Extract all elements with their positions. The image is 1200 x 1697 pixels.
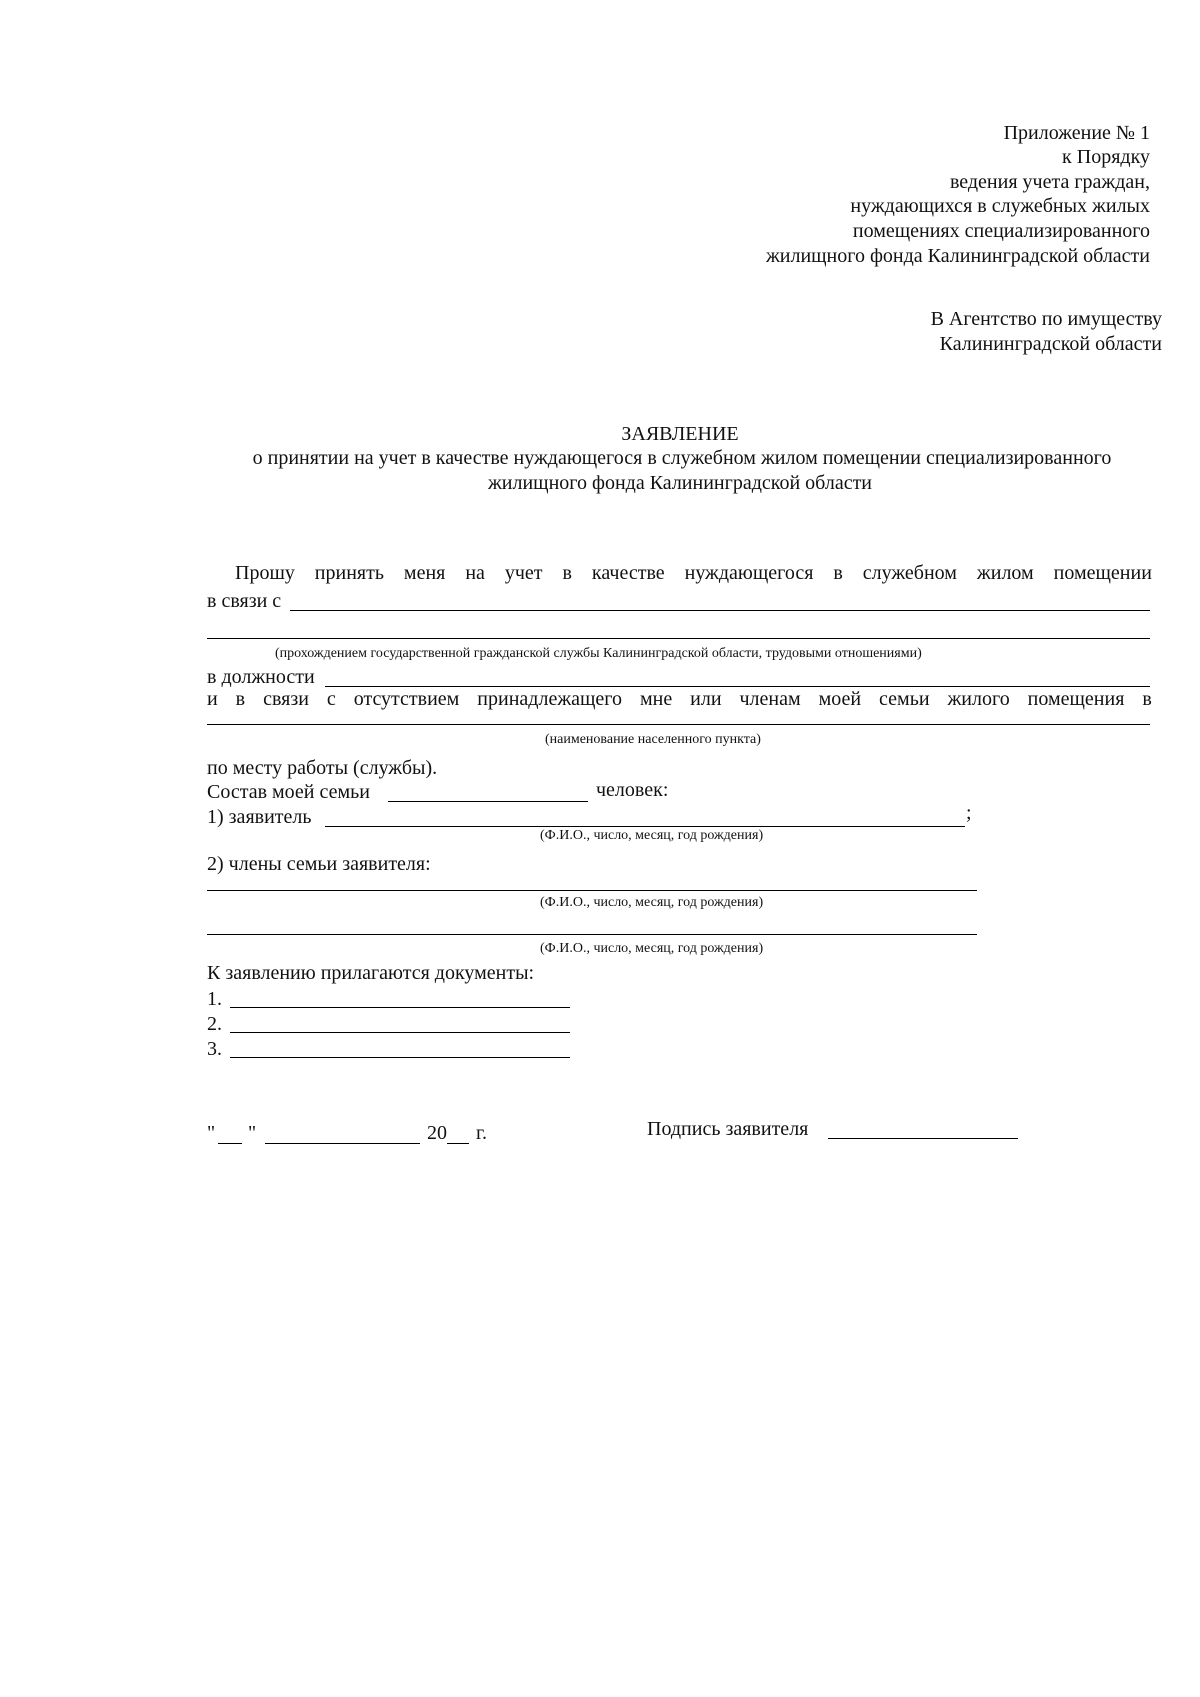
members-label: 2) члены семьи заявителя: — [207, 853, 431, 875]
locality-field-line[interactable] — [207, 724, 1150, 725]
date-year-field[interactable] — [447, 1143, 469, 1144]
reason-field-line-1[interactable] — [290, 610, 1150, 611]
family-count-field[interactable] — [388, 801, 588, 802]
appendix-line-3: ведения учета граждан, — [949, 171, 1150, 193]
appendix-line-5: помещениях специализированного — [852, 220, 1150, 242]
family-unit: человек: — [596, 779, 669, 801]
request-word: жилом — [976, 562, 1034, 584]
absence-word: жилого — [947, 688, 1010, 710]
document-field-3[interactable] — [230, 1057, 570, 1058]
document-field-1[interactable] — [230, 1007, 570, 1008]
request-word: качестве — [591, 562, 665, 584]
applicant-field-line[interactable] — [325, 826, 965, 827]
appendix-line-6: жилищного фонда Калининградской области — [765, 245, 1150, 267]
hint-fio-member-1: (Ф.И.О., число, месяц, год рождения) — [540, 895, 764, 910]
hint-service: (прохождением государственной гражданской службы Калининградской области, трудовыми отношениями) — [275, 646, 922, 661]
absence-word: и — [207, 688, 218, 710]
applicant-semicolon: ; — [966, 802, 972, 824]
request-word: помещении — [1053, 562, 1152, 584]
reason-field-line-2[interactable] — [207, 638, 1150, 639]
absence-word: в — [1142, 688, 1152, 710]
absence-word: семьи — [879, 688, 930, 710]
appendix-line-4: нуждающихся в служебных жилых — [850, 195, 1150, 217]
in-connection-label: в связи с — [207, 590, 282, 612]
date-day-field[interactable] — [218, 1143, 242, 1144]
absence-word: принадлежащего — [477, 688, 622, 710]
addressee-line-2: Калининградской области — [939, 333, 1162, 355]
hint-fio-applicant: (Ф.И.О., число, месяц, год рождения) — [540, 828, 764, 843]
hint-fio-member-2: (Ф.И.О., число, месяц, год рождения) — [540, 941, 764, 956]
date-year-prefix: 20 — [427, 1122, 447, 1144]
document-title: ЗАЯВЛЕНИЕ — [621, 423, 739, 445]
request-word: в — [562, 562, 572, 584]
request-line — [235, 562, 1152, 585]
request-word: учет — [504, 562, 543, 584]
absence-word: с — [326, 688, 336, 710]
signature-field[interactable] — [828, 1138, 1018, 1139]
position-label: в должности — [207, 666, 315, 688]
member-field-line-2[interactable] — [207, 934, 977, 935]
appendix-line-1: Приложение № 1 — [1003, 122, 1150, 144]
absence-word: связи — [263, 688, 309, 710]
family-label: Состав моей семьи — [207, 781, 370, 803]
date-quote-open: " — [207, 1122, 216, 1144]
applicant-label: 1) заявитель — [207, 806, 312, 828]
absence-word: или — [690, 688, 722, 710]
request-word: принять — [314, 562, 384, 584]
addressee-line-1: В Агентство по имуществу — [930, 308, 1162, 330]
date-month-field[interactable] — [265, 1143, 420, 1144]
date-quote-close: " — [248, 1122, 257, 1144]
request-word: служебном — [862, 562, 957, 584]
hint-locality: (наименование населенного пункта) — [545, 732, 761, 747]
document-number-2: 2. — [207, 1013, 222, 1035]
request-word: на — [465, 562, 485, 584]
document-subtitle-2: жилищного фонда Калининградской области — [487, 472, 873, 494]
workplace-text: по месту работы (службы). — [207, 757, 438, 779]
request-word: меня — [403, 562, 446, 584]
member-field-line-1[interactable] — [207, 890, 977, 891]
date-year-suffix: г. — [476, 1122, 487, 1144]
request-word: Прошу — [235, 562, 295, 584]
signature-label: Подпись заявителя — [647, 1118, 809, 1140]
absence-word: отсутствием — [353, 688, 460, 710]
document-field-2[interactable] — [230, 1032, 570, 1033]
document-number-1: 1. — [207, 988, 222, 1010]
position-field-line[interactable] — [325, 686, 1150, 687]
absence-word: помещения — [1027, 688, 1125, 710]
document-subtitle-1: о принятии на учет в качестве нуждающегося в служебном жилом помещении специализированного — [252, 447, 1112, 469]
appendix-line-2: к Порядку — [1062, 146, 1150, 168]
request-word: нуждающегося — [684, 562, 814, 584]
documents-label: К заявлению прилагаются документы: — [207, 962, 535, 984]
absence-word: моей — [818, 688, 862, 710]
absence-word: членам — [739, 688, 801, 710]
request-word: в — [833, 562, 843, 584]
absence-word: мне — [639, 688, 673, 710]
document-number-3: 3. — [207, 1038, 222, 1060]
absence-word: в — [235, 688, 246, 710]
absence-line — [207, 688, 1152, 711]
